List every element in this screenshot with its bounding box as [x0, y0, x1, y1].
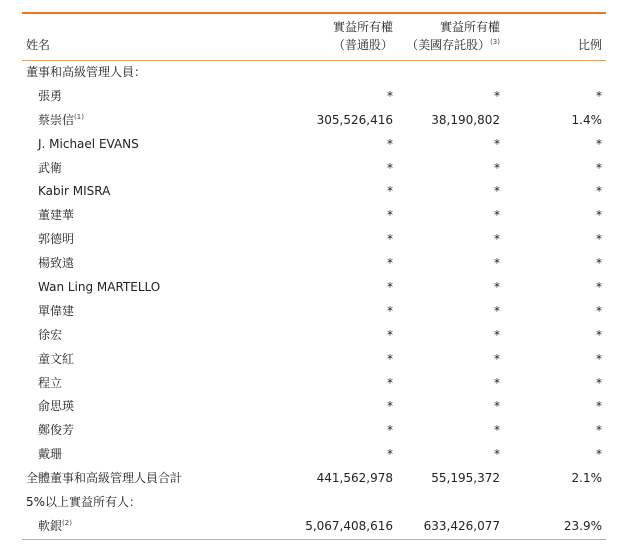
row-footnote: (2) — [62, 518, 72, 527]
row-ads-shares: 633,426,077 — [423, 518, 500, 533]
row-name: 鄭俊芳 — [38, 423, 75, 438]
table-body — [22, 61, 606, 539]
row-name-cell — [38, 372, 62, 396]
row-name: 徐宏 — [38, 327, 63, 342]
table-row — [22, 157, 606, 181]
header-ads — [406, 18, 500, 54]
table-row — [22, 443, 606, 467]
row-ordinary-shares: 305,526,416 — [316, 112, 393, 127]
row-name-cell — [38, 276, 160, 300]
shareholding-table — [22, 12, 606, 540]
row-ads-shares: * — [494, 184, 500, 199]
row-ordinary-shares: * — [387, 327, 393, 342]
row-ads-shares: * — [494, 280, 500, 295]
row-percent: * — [596, 88, 602, 103]
row-percent: * — [596, 160, 602, 175]
row-name-cell — [26, 467, 182, 491]
row-name-cell — [38, 515, 72, 539]
row-ads-shares: * — [494, 447, 500, 462]
header-ads-line2-wrap — [406, 36, 500, 54]
table-row — [22, 85, 606, 109]
row-name: 童文紅 — [38, 351, 75, 366]
row-percent: * — [596, 375, 602, 390]
table-row — [22, 228, 606, 252]
row-name: Kabir MISRA — [38, 184, 111, 199]
row-ads-shares: * — [494, 399, 500, 414]
row-name: Wan Ling MARTELLO — [38, 280, 161, 295]
row-ordinary-shares: * — [387, 88, 393, 103]
row-ordinary-shares: 5,067,408,616 — [305, 518, 393, 533]
row-ads-shares: * — [494, 232, 500, 247]
row-percent: * — [596, 351, 602, 366]
row-name-cell — [38, 300, 74, 324]
row-percent: * — [596, 399, 602, 414]
row-ordinary-shares: 441,562,978 — [316, 471, 393, 486]
table-header — [22, 14, 606, 61]
row-name-cell — [38, 419, 74, 443]
row-ordinary-shares: * — [387, 303, 393, 318]
header-ads-line2: （美國存託股） — [406, 38, 491, 52]
row-name: 張勇 — [38, 88, 63, 103]
row-name-cell — [38, 324, 62, 348]
table-row — [22, 467, 606, 491]
row-percent: * — [596, 184, 602, 199]
row-name-cell — [38, 348, 74, 372]
row-name-cell — [38, 133, 139, 157]
row-ordinary-shares: * — [387, 208, 393, 223]
table-row — [22, 300, 606, 324]
row-percent: 1.4% — [571, 112, 602, 127]
row-name: 董事和高級管理人員： — [26, 65, 147, 79]
header-percent — [578, 36, 602, 54]
row-name: 戴珊 — [38, 447, 63, 462]
row-name: 5%以上實益所有人： — [26, 495, 142, 510]
table-row — [22, 180, 606, 204]
row-percent: 23.9% — [563, 518, 602, 533]
row-percent: * — [596, 208, 602, 223]
row-name-cell — [38, 204, 74, 228]
row-name-cell — [38, 157, 62, 181]
header-name-label: 姓名 — [26, 38, 51, 52]
table-row — [22, 395, 606, 419]
header-name — [26, 36, 50, 54]
header-percent-label: 比例 — [577, 38, 602, 52]
header-ordinary — [333, 18, 393, 54]
row-name: 武衛 — [38, 160, 63, 175]
row-ordinary-shares: * — [387, 160, 393, 175]
row-name-cell — [26, 491, 141, 515]
row-ads-shares: * — [494, 160, 500, 175]
row-name: 俞思瑛 — [38, 399, 75, 414]
row-ads-shares: * — [494, 327, 500, 342]
row-percent: * — [596, 232, 602, 247]
row-ordinary-shares: * — [387, 232, 393, 247]
row-ads-shares: 55,195,372 — [431, 471, 500, 486]
row-name-cell — [38, 252, 74, 276]
row-name-cell — [38, 109, 84, 133]
row-ordinary-shares: * — [387, 423, 393, 438]
row-percent: * — [596, 423, 602, 438]
row-footnote: (1) — [74, 112, 84, 121]
row-percent: * — [596, 280, 602, 295]
row-percent: 2.1% — [571, 471, 602, 486]
row-name: 楊致遠 — [38, 256, 75, 271]
row-ads-shares: * — [494, 256, 500, 271]
row-name: 單偉建 — [38, 303, 75, 318]
row-ads-shares: * — [494, 136, 500, 151]
header-ordinary-line2: （普通股） — [332, 38, 393, 52]
table-row — [22, 491, 606, 515]
table-row — [22, 372, 606, 396]
table-row — [22, 133, 606, 157]
header-ordinary-line1: 實益所有權 — [332, 20, 393, 34]
row-name: 軟銀 — [38, 518, 63, 533]
row-ads-shares: 38,190,802 — [431, 112, 500, 127]
table-row — [22, 515, 606, 539]
header-ads-footnote: (3) — [490, 38, 500, 46]
row-percent: * — [596, 327, 602, 342]
row-name-cell — [38, 443, 62, 467]
table-row — [22, 276, 606, 300]
row-ordinary-shares: * — [387, 375, 393, 390]
table-row — [22, 204, 606, 228]
table-row — [22, 419, 606, 443]
bottom-rule — [22, 539, 606, 540]
row-ordinary-shares: * — [387, 256, 393, 271]
row-ads-shares: * — [494, 303, 500, 318]
row-name: 郭德明 — [38, 232, 75, 247]
row-name-cell — [38, 180, 110, 204]
table-row — [22, 109, 606, 133]
table-row — [22, 61, 606, 85]
header-ads-line1: 實益所有權 — [439, 20, 500, 34]
row-name-cell — [38, 395, 74, 419]
row-percent: * — [596, 136, 602, 151]
row-ordinary-shares: * — [387, 399, 393, 414]
row-ads-shares: * — [494, 423, 500, 438]
row-name: J. Michael EVANS — [38, 136, 139, 151]
row-ads-shares: * — [494, 208, 500, 223]
row-ordinary-shares: * — [387, 184, 393, 199]
row-name: 蔡崇信 — [38, 112, 75, 127]
row-name: 程立 — [38, 375, 63, 390]
row-name: 全體董事和高級管理人員合計 — [26, 471, 183, 486]
row-name: 董建華 — [38, 208, 75, 223]
table-row — [22, 348, 606, 372]
row-percent: * — [596, 303, 602, 318]
row-name-cell — [26, 61, 146, 85]
row-ads-shares: * — [494, 375, 500, 390]
row-ordinary-shares: * — [387, 136, 393, 151]
table-row — [22, 252, 606, 276]
row-ordinary-shares: * — [387, 280, 393, 295]
row-ads-shares: * — [494, 88, 500, 103]
row-ordinary-shares: * — [387, 351, 393, 366]
table-row — [22, 324, 606, 348]
row-name-cell — [38, 85, 62, 109]
row-name-cell — [38, 228, 74, 252]
row-percent: * — [596, 447, 602, 462]
row-ordinary-shares: * — [387, 447, 393, 462]
row-percent: * — [596, 256, 602, 271]
row-ads-shares: * — [494, 351, 500, 366]
